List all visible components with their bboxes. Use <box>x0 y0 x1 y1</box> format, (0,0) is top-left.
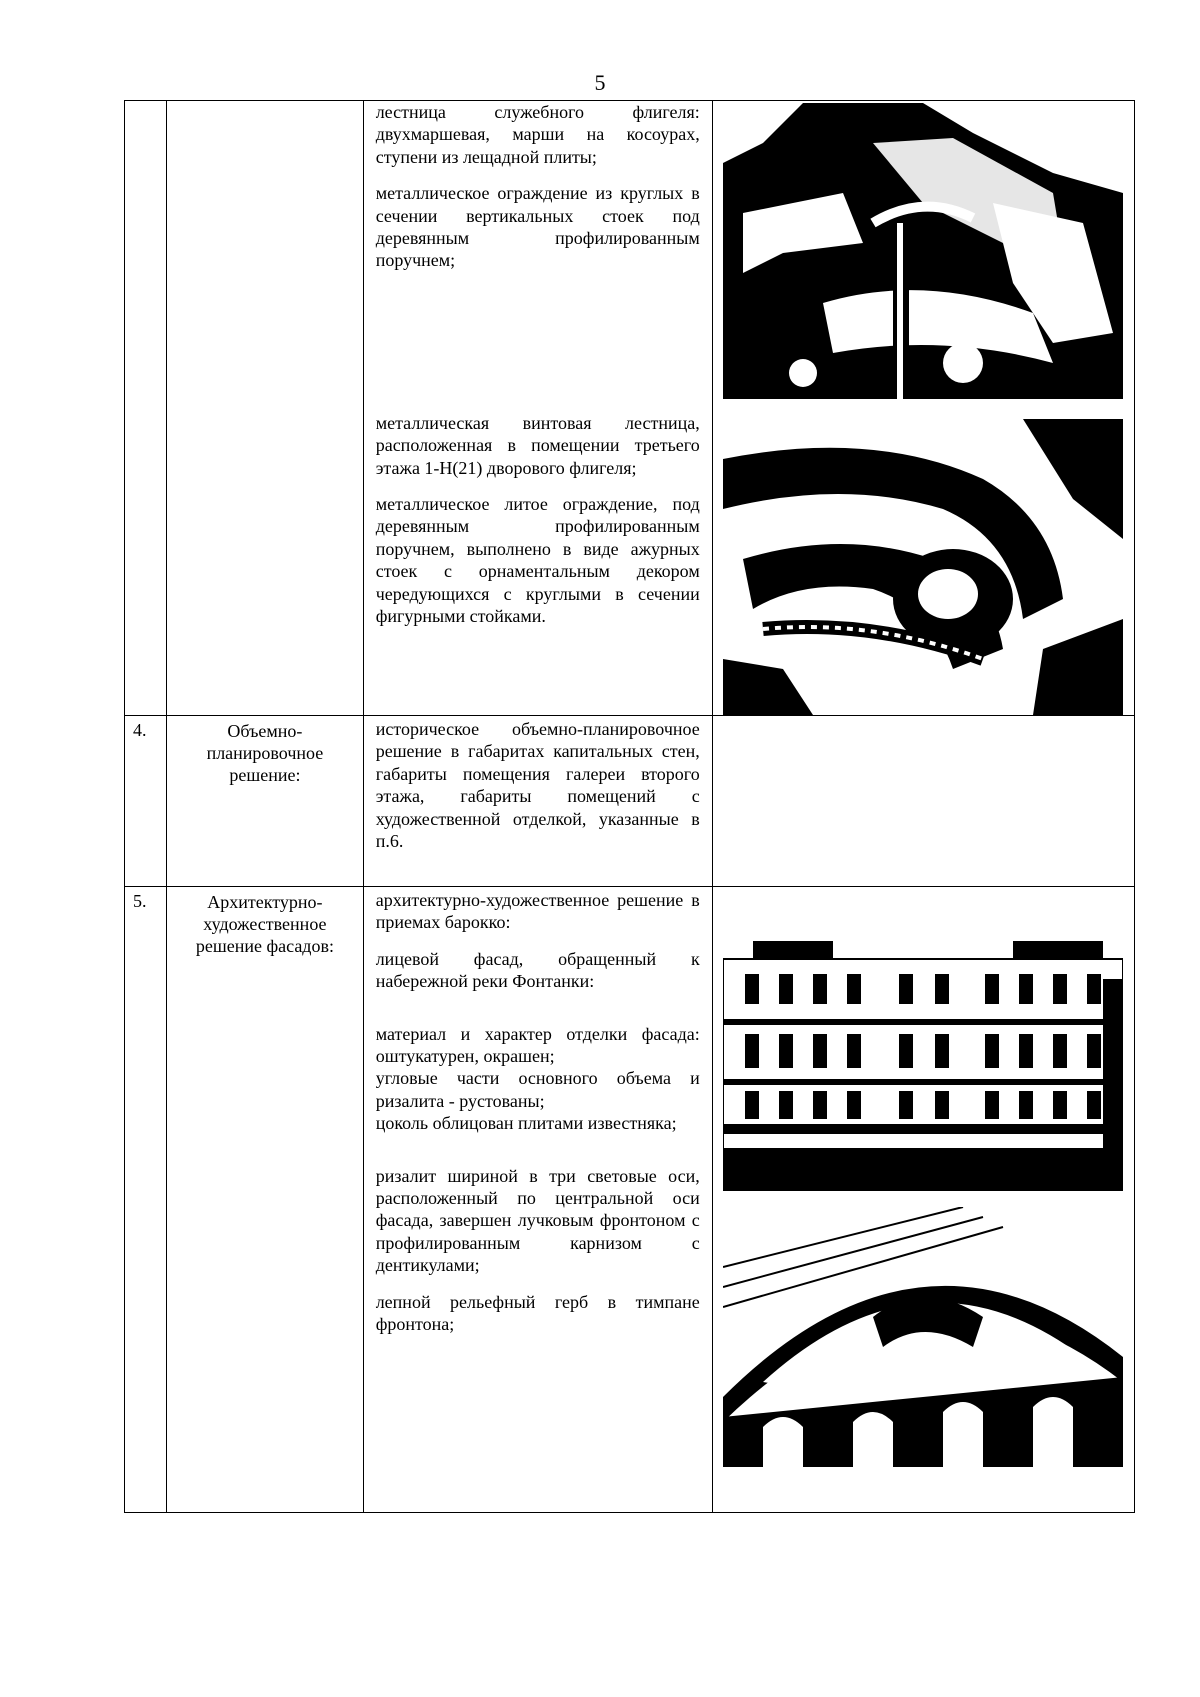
row-photo-cell <box>712 716 1134 887</box>
description-item: лестница служебного флигеля: двухмаршевая, марши на косоурах, ступени из лещадной плиты; <box>375 102 700 167</box>
table-row <box>125 101 1135 716</box>
description-item: историческое объемно-планировочное решение в габаритах капитальных стен, габариты помещения галереи второго этажа, габариты помещений с художественной отделкой, указанные в п.6. <box>375 719 700 852</box>
row-photo-cell <box>712 101 1134 716</box>
row-description-cell <box>363 716 712 887</box>
description-item: материал и характер отделки фасада: оштукатурен, окрашен; <box>375 1023 700 1067</box>
pediment-photo <box>723 1207 1123 1467</box>
row-name-cell: Объемно- планировочное решение: <box>167 716 364 887</box>
description-item: ризалит шириной в три световые оси, расположенный по центральной оси фасада, завершен лучковым фронтоном с профилированным карнизом с дентикулами; <box>375 1165 700 1276</box>
row-name-cell: Архитектурно- художественное решение фасадов: <box>167 887 364 1513</box>
row-number-cell: 5. <box>125 887 167 1513</box>
row-description-cell <box>363 887 712 1513</box>
table-row <box>125 887 1135 1513</box>
page-number: 5 <box>594 70 606 95</box>
description-item: архитектурно-художественное решение в приемах барокко: <box>375 890 700 933</box>
heritage-table <box>124 100 1135 1513</box>
staircase-photo <box>723 103 1123 399</box>
description-item: металлическое ограждение из круглых в сечении вертикальных стоек под деревянным профилированным поручнем; <box>375 183 700 271</box>
description-item: лепной рельефный герб в тимпане фронтона; <box>375 1291 700 1335</box>
row-description-cell <box>363 101 712 716</box>
row-name-cell <box>167 101 364 716</box>
row-number-cell: 4. <box>125 716 167 887</box>
table-row <box>125 716 1135 887</box>
description-item: металлическая винтовая лестница, расположенная в помещении третьего этажа 1-Н(21) дворового флигеля; <box>375 412 700 478</box>
description-item: цоколь облицован плитами известняка; <box>375 1113 677 1134</box>
spiral-staircase-photo <box>723 419 1123 715</box>
facade-photo <box>723 919 1123 1191</box>
description-item: лицевой фасад, обращенный к набережной реки Фонтанки: <box>375 948 700 992</box>
description-item: угловые части основного объема и ризалита - рустованы; <box>375 1068 700 1111</box>
row-number-cell <box>125 101 167 716</box>
description-item: металлическое литое ограждение, под деревянным профилированным поручнем, выполнено в виде ажурных стоек с орнаментальным декором чередующихся с круглыми в сечении фигурными стойками. <box>375 494 700 627</box>
row-photo-cell <box>712 887 1134 1513</box>
